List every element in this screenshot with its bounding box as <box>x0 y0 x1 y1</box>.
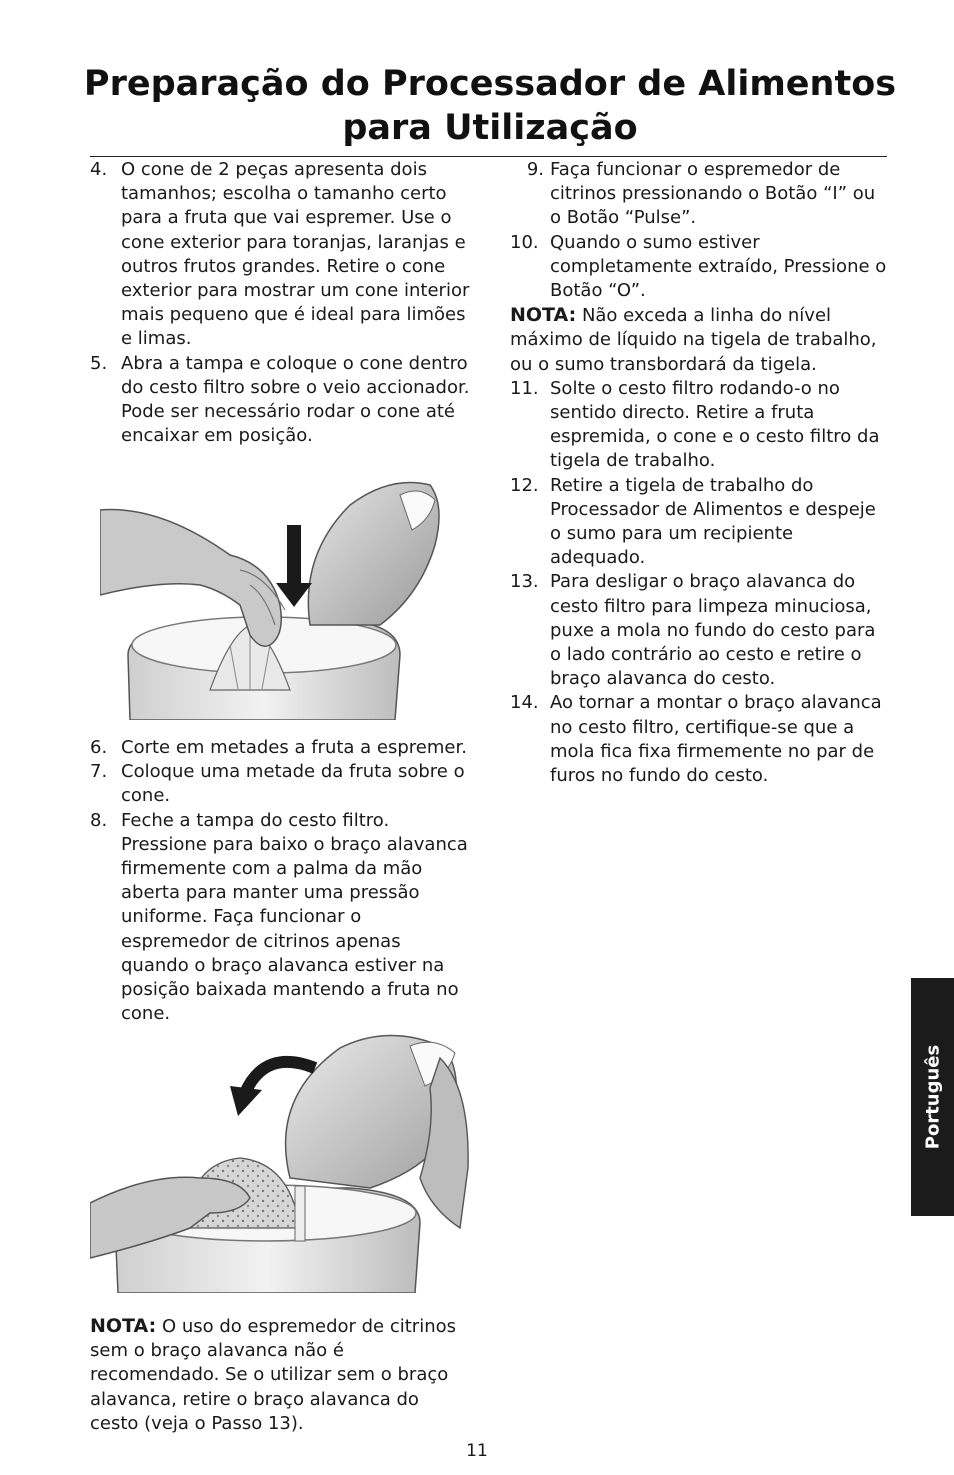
step-14 <box>510 691 890 788</box>
title-divider <box>90 156 887 157</box>
step-4 <box>90 158 470 352</box>
left-steps-a <box>90 158 470 448</box>
step-text: Para desligar o braço alavanca do cesto filtro para limpeza minuciosa, puxe a mola no fundo do cesto para o lado contrário ao cesto e retire o braço alavanca do cesto. <box>550 571 876 690</box>
step-number: 13. <box>510 571 539 593</box>
title-line-1: Preparação do Processador de Alimentos <box>83 64 897 104</box>
step-number: 12. <box>510 474 539 496</box>
step-number: 9. <box>526 159 544 180</box>
step-number: 8. <box>90 809 108 831</box>
note-label: NOTA: <box>90 1315 157 1337</box>
step-13 <box>510 570 890 691</box>
page-title <box>60 62 920 150</box>
step-number: 11. <box>510 377 539 399</box>
step-6 <box>90 736 470 760</box>
step-text: Feche a tampa do cesto filtro. Pressione para baixo o braço alavanca firmemente com a palma da mão aberta para manter uma pressão uniforme. Faça funcionar o espremedor de citrinos apenas quando o braço alavanca estiver na posição baixada mantendo a fruta no cone. <box>121 809 468 1025</box>
step-number: 14. <box>510 692 539 714</box>
step-11 <box>510 377 890 474</box>
step-number: 5. <box>90 352 108 374</box>
step-text: O cone de 2 peças apresenta dois tamanhos; escolha o tamanho certo para a fruta que vai espremer. Use o cone exterior para toranjas, laranjas e outros frutos grandes. Retire o cone exterior para mostrar um cone interior mais pequeno que é ideal para limões e limas. <box>121 159 470 350</box>
page-number: 11 <box>466 1441 488 1461</box>
step-number: 7. <box>90 761 108 783</box>
note-label: NOTA: <box>510 304 577 327</box>
left-note <box>90 1314 470 1436</box>
note-text: O uso do espremedor de citrinos sem o braço alavanca não é recomendado. Se o utilizar sem o braço alavanca, retire o braço alavanca do cesto (veja o Passo 13). <box>90 1316 457 1434</box>
cone-placement-illustration <box>100 475 445 720</box>
step-text: Faça funcionar o espremedor de citrinos pressionando o Botão “I” ou o Botão “Pulse”. <box>550 159 876 229</box>
step-7 <box>90 760 470 808</box>
step-text: Retire a tigela de trabalho do Processador de Alimentos e despeje o sumo para um recipiente adequado. <box>550 474 876 569</box>
step-10 <box>510 231 890 304</box>
step-text: Solte o cesto filtro rodando-o no sentido directo. Retire a fruta espremida, o cone e o cesto filtro da tigela de trabalho. <box>550 377 880 472</box>
step-5 <box>90 352 470 449</box>
step-text: Coloque uma metade da fruta sobre o cone. <box>121 761 465 807</box>
step-text: Corte em metades a fruta a espremer. <box>121 737 467 758</box>
step-number: 4. <box>90 159 108 180</box>
left-steps-b <box>90 736 470 1026</box>
right-column <box>510 158 890 788</box>
language-tab <box>911 978 954 1216</box>
language-tab-label: Português <box>922 1044 943 1150</box>
step-text: Abra a tampa e coloque o cone dentro do cesto filtro sobre o veio accionador. Pode ser necessário rodar o cone até encaixar em posição. <box>121 352 470 447</box>
right-note <box>510 303 890 377</box>
lid-closing-illustration <box>90 1028 470 1293</box>
note-text: Não exceda a linha do nível máximo de líquido na tigela de trabalho, ou o sumo transbordará da tigela. <box>510 305 877 375</box>
step-12 <box>510 474 890 571</box>
step-text: Ao tornar a montar o braço alavanca no cesto filtro, certifique-se que a mola fica fixa firmemente no par de furos no fundo do cesto. <box>550 692 882 787</box>
title-line-2: para Utilização <box>342 108 638 148</box>
step-number: 6. <box>90 737 108 758</box>
step-text: Quando o sumo estiver completamente extraído, Pressione o Botão “O”. <box>550 231 887 302</box>
step-8 <box>90 809 470 1027</box>
step-number: 10. <box>510 231 539 253</box>
step-9 <box>510 158 890 231</box>
